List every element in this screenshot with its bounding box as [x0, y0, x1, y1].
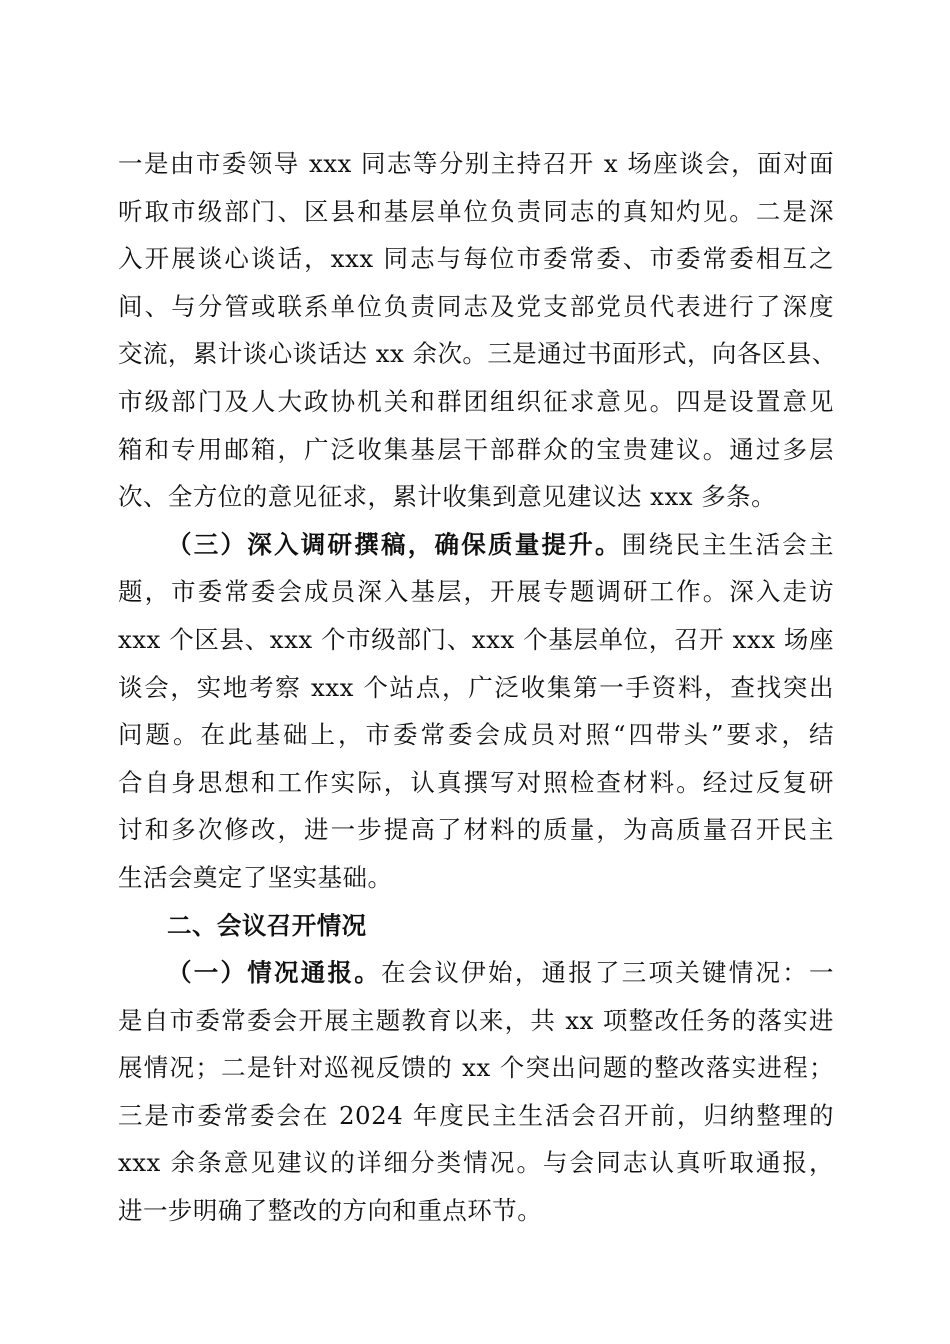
text-line — [118, 949, 834, 997]
subsection-title: （一）情况通报。 — [167, 958, 382, 988]
text-line: 题，市委常委会成员深入基层，开展专题调研工作。深入走访 — [118, 577, 834, 607]
text-line: 展情况；二是针对巡视反馈的 xx 个突出问题的整改落实进程； — [118, 1053, 834, 1083]
paragraph-opinion-collection — [118, 140, 837, 521]
text-line: 问题。在此基础上，市委常委会成员对照“四带头”要求，结 — [118, 720, 834, 750]
subsection-title: （三）深入调研撰稿，确保质量提升。 — [167, 529, 622, 559]
text-line: 进一步明确了整改的方向和重点环节。 — [118, 1196, 543, 1226]
text-line: 一是由市委领导 xxx 同志等分别主持召开 x 场座谈会，面对面 — [118, 149, 834, 178]
text-line: 三是市委常委会在 2024 年度民主生活会召开前，归纳整理的 — [118, 1100, 834, 1130]
paragraph-research-drafting — [118, 521, 834, 902]
text-line: 合自身思想和工作实际，认真撰写对照检查材料。经过反复研 — [118, 767, 834, 797]
text-line: 间、与分管或联系单位负责同志及党支部党员代表进行了深度 — [118, 291, 834, 321]
section-heading: 二、会议召开情况 — [167, 910, 367, 940]
text-line: 听取市级部门、区县和基层单位负责同志的真知灼见。二是深 — [118, 196, 834, 226]
text-line: 讨和多次修改，进一步提高了材料的质量，为高质量召开民主 — [118, 815, 834, 845]
text-line: 市级部门及人大政协机关和群团组织征求意见。四是设置意见 — [118, 386, 834, 416]
text-line: 交流，累计谈心谈话达 xx 余次。三是通过书面形式，向各区县、 — [118, 339, 837, 369]
text-line: 次、全方位的意见征求，累计收集到意见建议达 xxx 多条。 — [118, 482, 777, 512]
text-span: 围绕民主生活会主 — [621, 529, 834, 559]
text-line: 入开展谈心谈话，xxx 同志与每位市委常委、市委常委相互之 — [118, 244, 834, 274]
text-line: xxx 个区县、xxx 个市级部门、xxx 个基层单位，召开 xxx 场座 — [118, 624, 834, 654]
text-line: 生活会奠定了坚实基础。 — [118, 862, 393, 892]
text-line: 是自市委常委会开展主题教育以来，共 xx 项整改任务的落实进 — [118, 1005, 834, 1035]
text-line: xxx 余条意见建议的详细分类情况。与会同志认真听取通报， — [118, 1148, 834, 1178]
text-line: 箱和专用邮箱，广泛收集基层干部群众的宝贵建议。通过多层 — [118, 434, 834, 464]
text-span: 在会议伊始，通报了三项关键情况：一 — [381, 958, 834, 988]
paragraph-situation-report — [118, 949, 834, 1235]
text-line — [118, 521, 834, 569]
document-page — [118, 140, 837, 1235]
text-line: 谈会，实地考察 xxx 个站点，广泛收集第一手资料，查找突出 — [118, 672, 834, 702]
